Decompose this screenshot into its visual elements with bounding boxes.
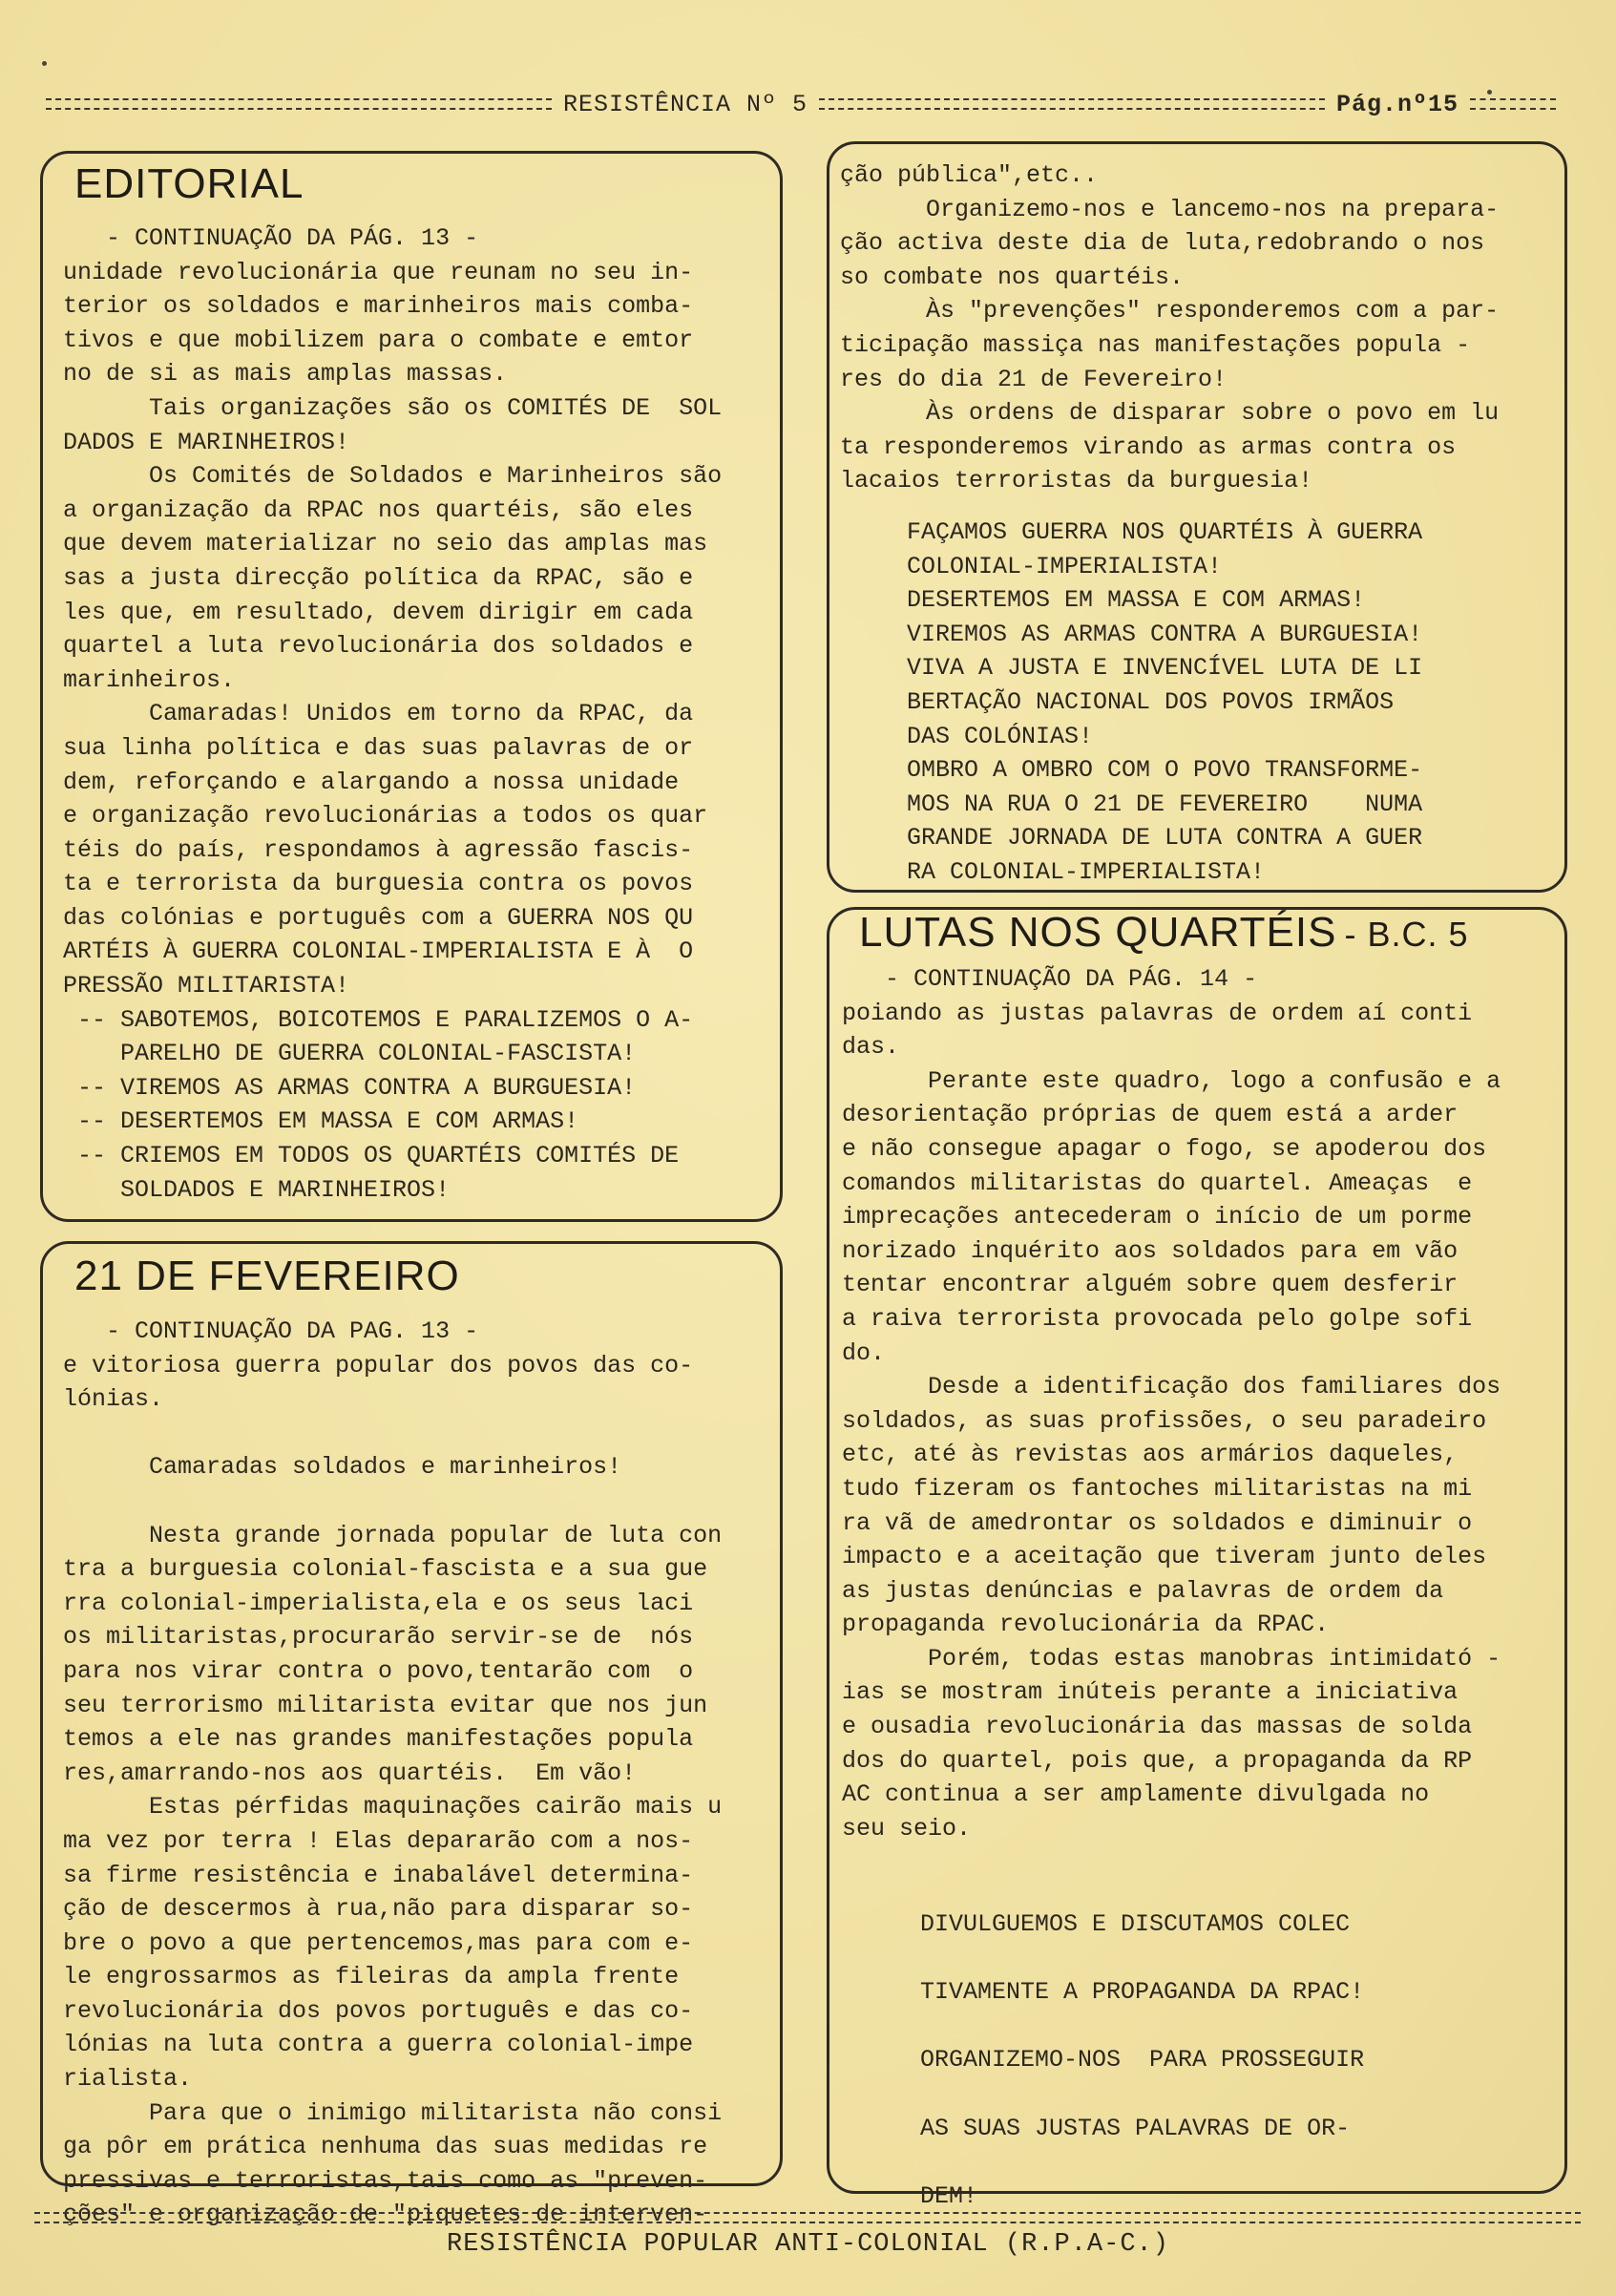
- lutas-slogans: DIVULGUEMOS E DISCUTAMOS COLEC TIVAMENTE A PROPAGANDA DA RPAC! ORGANIZEMO-NOS PARA PROSSEGUIR AS SUAS JUSTAS PALAVRAS DE OR- DEM!: [920, 1910, 1365, 2210]
- fevereiro-body: - CONTINUAÇÃO DA PAG. 13 - e vitoriosa guerra popular dos povos das co- lónias. Camaradas soldados e marinheiros! Nesta grande jornada popular de luta con tra a burguesia colonial-fascista e a sua gue rra colonial-imperialista,ela e os seus laci os militaristas,procurarão servir-se de nós para nos virar contra o povo,tentarão com o seu terrorismo militarista evitar que nos jun temos a ele nas grandes manifestações popula res,amarrando-nos aos quartéis. Em vão! Estas pérfidas maquinações cairão mais u ma vez por terra ! Elas depararão com a nos- sa firme resistência e inabalável determina- ção de descermos à rua,não para disparar so- bre o povo a que pertencemos,mas para com e- le engrossarmos as fileiras da ampla frente revolucionária dos povos português e das co- lónias na luta contra a guerra colonial-impe rialista. Para que o inimigo militarista não consi ga pôr em prática nenhuma das suas medidas re pressivas e terroristas,tais como as "preven- ções" e organização de "piquetes de interven-: [63, 1317, 723, 2229]
- footer-rule: [34, 2212, 1581, 2223]
- continuation-body: ção pública",etc.. Organizemo-nos e lancemo-nos na prepara- ção activa deste dia de luta,redobrando o nos so combate nos quartéis. Às "prevenções" responderemos com a par- ticipação massiça nas manifestações popula - res do dia 21 de Fevereiro! Às ordens de disparar sobre o povo em lu ta responderemos virando as armas contra os lacaios terroristas da burguesia!: [840, 161, 1500, 495]
- editorial-heading: EDITORIAL: [74, 160, 304, 207]
- ink-speck: [1487, 90, 1492, 95]
- page-number: Pág.nº15: [1335, 90, 1459, 118]
- header-rule-middle: [819, 98, 1325, 110]
- footer-text: RESISTÊNCIA POPULAR ANTI-COLONIAL (R.P.A-C.): [447, 2230, 1169, 2259]
- publication-title: RESISTÊNCIA Nº 5: [562, 90, 808, 118]
- lutas-heading: [859, 909, 1469, 957]
- page-header: [46, 88, 1556, 120]
- continuation-slogans: FAÇAMOS GUERRA NOS QUARTÉIS À GUERRA COLONIAL-IMPERIALISTA! DESERTEMOS EM MASSA E COM ARMAS! VIREMOS AS ARMAS CONTRA A BURGUESIA! VIVA A JUSTA E INVENCÍVEL LUTA DE LI BERTAÇÃO NACIONAL DOS POVOS IRMÃOS DAS COLÓNIAS! OMBRO A OMBRO COM O POVO TRANSFORME- MOS NA RUA O 21 DE FEVEREIRO NUMA GRANDE JORNADA DE LUTA CONTRA A GUER RA COLONIAL-IMPERIALISTA!: [907, 518, 1423, 886]
- header-rule-right: [1470, 98, 1556, 110]
- editorial-body: - CONTINUAÇÃO DA PÁG. 13 - unidade revolucionária que reunam no seu in- terior os soldados e marinheiros mais comba- tivos e que mobilizem para o combate e emtor no de si as mais amplas massas. Tais organizações são os COMITÉS DE SOL DADOS E MARINHEIROS! Os Comités de Soldados e Marinheiros são a organização da RPAC nos quartéis, são eles que devem materializar no seio das amplas mas sas a justa direcção política da RPAC, são e les que, em resultado, devem dirigir em cada quartel a luta revolucionária dos soldados e marinheiros. Camaradas! Unidos em torno da RPAC, da sua linha política e das suas palavras de or dem, reforçando e alargando a nossa unidade e organização revolucionárias a todos os quar téis do país, respondamos à agressão fascis- ta e terrorista da burguesia contra os povos das colónias e português com a GUERRA NOS QU ARTÉIS À GUERRA COLONIAL-IMPERIALISTA E À O PRESSÃO MILITARISTA! -- SABOTEMOS, BOICOTEMOS E PARALIZEMOS O A- PARELHO DE GUERRA COLONIAL-FASCISTA! -- VIREMOS AS ARMAS CONTRA A BURGUESIA! -- DESERTEMOS EM MASSA E COM ARMAS! -- CRIEMOS EM TODOS OS QUARTÉIS COMITÉS DE SOLDADOS E MARINHEIROS!: [63, 224, 723, 1204]
- fevereiro-heading: 21 DE FEVEREIRO: [74, 1253, 460, 1299]
- lutas-heading-title: LUTAS NOS QUARTÉIS: [859, 909, 1337, 956]
- ink-speck: [42, 61, 47, 66]
- lutas-heading-unit: - B.C. 5: [1344, 915, 1469, 954]
- header-rule-left: [46, 98, 552, 110]
- lutas-body: - CONTINUAÇÃO DA PÁG. 14 - poiando as justas palavras de ordem aí conti das. Perante este quadro, logo a confusão e a desorientação próprias de quem está a arder e não consegue apagar o fogo, se apoderou dos comandos militaristas do quartel. Ameaças e imprecações antecederam o início de um porme norizado inquérito aos soldados para em vão tentar encontrar alguém sobre quem desferir a raiva terrorista provocada pelo golpe sofi do. Desde a identificação dos familiares dos soldados, as suas profissões, o seu paradeiro etc, até às revistas aos armários daqueles, tudo fizeram os fantoches militaristas na mi ra vã de amedrontar os soldados e diminuir o impacto e a aceitação que tiveram junto deles as justas denúncias e palavras de ordem da propaganda revolucionária da RPAC. Porém, todas estas manobras intimidató - ias se mostram inúteis perante a iniciativa e ousadia revolucionária das massas de solda dos do quartel, pois que, a propaganda da RP AC continua a ser amplamente divulgada no seu seio.: [842, 965, 1501, 1843]
